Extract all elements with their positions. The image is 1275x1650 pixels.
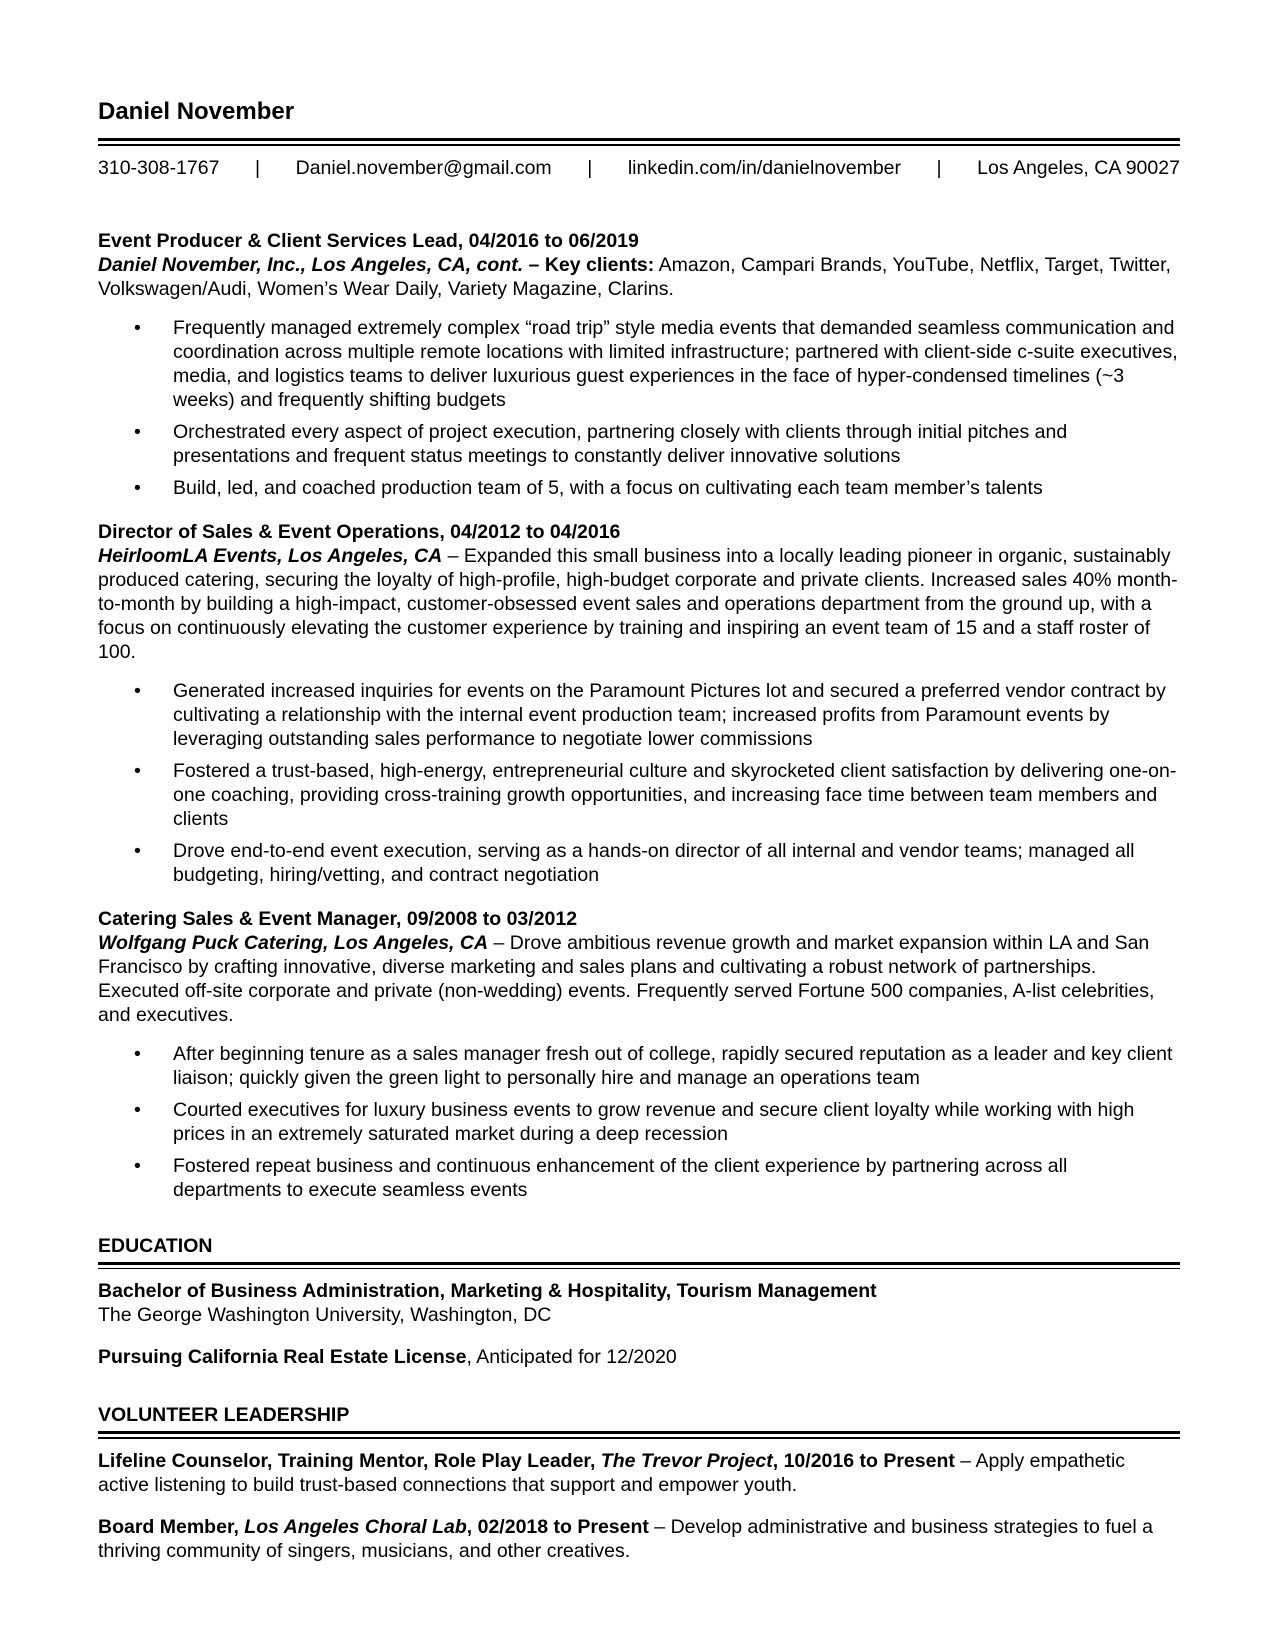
list-item: • Courted executives for luxury business events to grow revenue and secure client loyalty while working with high prices in an extremely saturated market during a deep recession xyxy=(98,1098,1180,1146)
section-divider-thin xyxy=(98,1268,1180,1270)
job-title: Event Producer & Client Services Lead, 04/2016 to 06/2019 xyxy=(98,229,639,252)
volunteer-section xyxy=(98,1403,1180,1563)
section-divider-thick xyxy=(98,1262,1180,1265)
phone-number: 310-308-1767 xyxy=(98,156,220,179)
volunteer-description: – Apply empathetic active listening to build trust-based connections that support and empower youth. xyxy=(98,1449,1126,1496)
header-divider-thick xyxy=(98,138,1180,141)
section-divider-thick xyxy=(98,1431,1180,1434)
contact-separator: | xyxy=(587,156,593,179)
job-summary xyxy=(98,931,1180,1027)
job-entry xyxy=(98,907,1180,1202)
list-item: • Generated increased inquiries for events on the Paramount Pictures lot and secured a preferred vendor contract by cultivating a relationship with the internal event production team; increased profits from Paramount events by leveraging outstanding sales performance to negotiate lower commissions xyxy=(98,679,1180,751)
contact-separator: | xyxy=(254,156,261,179)
contact-line xyxy=(98,156,1180,180)
section-heading: VOLUNTEER LEADERSHIP xyxy=(98,1404,350,1426)
job-bullets xyxy=(98,316,1180,500)
job-description: – Expanded this small business into a locally leading pioneer in organic, sustainably produced catering, securing the loyalty of high-profile, high-budget corporate and private clients. Increased sales 40% month-to-month by building a high-impact, customer-obsessed event sales and operations department from the ground up, with a focus on continuously elevating the customer experience by training and inspiring an event team of 15 and a staff roster of 100. xyxy=(98,544,1178,663)
dash: – xyxy=(523,253,545,276)
list-item: • Build, led, and coached production team of 5, with a focus on cultivating each team member’s talents xyxy=(98,476,1180,500)
linkedin-url: linkedin.com/in/danielnovember xyxy=(627,156,901,179)
volunteer-entry xyxy=(98,1449,1180,1497)
job-title: Catering Sales & Event Manager, 09/2008 to 03/2012 xyxy=(98,907,578,930)
email-address: Daniel.november@gmail.com xyxy=(295,156,552,179)
school-name: The George Washington University, Washington, DC xyxy=(98,1304,552,1326)
volunteer-org: Los Angeles Choral Lab xyxy=(244,1515,467,1538)
resume-page xyxy=(98,97,1180,1563)
job-entry xyxy=(98,229,1180,500)
job-description: – Drove ambitious revenue growth and market expansion within LA and San Francisco by crafting innovative, diverse marketing and sales plans and cultivating a robust network of partnerships. Executed off-site corporate and private (non-wedding) events. Frequently served Fortune 500 companies, A-list celebrities, and executives. xyxy=(98,931,1155,1026)
license-title: Pursuing California Real Estate License xyxy=(98,1346,467,1368)
volunteer-role: Lifeline Counselor, Training Mentor, Role Play Leader, xyxy=(98,1449,601,1472)
company-name: Wolfgang Puck Catering, Los Angeles, CA xyxy=(98,931,489,954)
volunteer-entry xyxy=(98,1515,1180,1563)
contact-separator: | xyxy=(936,156,942,179)
degree-entry xyxy=(98,1279,1180,1327)
list-item: • Drove end-to-end event execution, serving as a hands-on director of all internal and vendor teams; managed all budgeting, hiring/vetting, and contract negotiation xyxy=(98,839,1180,887)
volunteer-dates: , 02/2018 to Present xyxy=(466,1515,649,1538)
section-divider-thin xyxy=(98,1437,1180,1439)
job-summary xyxy=(98,253,1180,301)
job-entry xyxy=(98,520,1180,887)
list-item: • Fostered a trust-based, high-energy, entrepreneurial culture and skyrocketed client satisfaction by delivering one-on-one coaching, providing cross-training growth opportunities, and increasing face time between team members and clients xyxy=(98,759,1180,831)
volunteer-dates: , 10/2016 to Present xyxy=(772,1449,955,1472)
job-title: Director of Sales & Event Operations, 04/2012 to 04/2016 xyxy=(98,520,621,543)
license-entry xyxy=(98,1345,1180,1369)
volunteer-description: – Develop administrative and business strategies to fuel a thriving community of singers, musicians, and other creatives. xyxy=(98,1515,1153,1562)
volunteer-role: Board Member, xyxy=(98,1515,245,1538)
job-description: Amazon, Campari Brands, YouTube, Netflix, Target, Twitter, Volkswagen/Audi, Women’s Wear Daily, Variety Magazine, Clarins. xyxy=(98,253,1171,300)
location: Los Angeles, CA 90027 xyxy=(977,156,1180,179)
candidate-name: Daniel November xyxy=(98,98,295,125)
list-item: • After beginning tenure as a sales manager fresh out of college, rapidly secured reputation as a leader and key client liaison; quickly given the green light to personally hire and manage an operations team xyxy=(98,1042,1180,1090)
license-detail: , Anticipated for 12/2020 xyxy=(466,1346,677,1368)
company-name: HeirloomLA Events, Los Angeles, CA xyxy=(98,544,443,567)
key-clients-label: Key clients: xyxy=(544,253,655,276)
company-name: Daniel November, Inc., Los Angeles, CA, cont. xyxy=(98,253,524,276)
job-bullets xyxy=(98,1042,1180,1202)
job-bullets xyxy=(98,679,1180,887)
degree-title: Bachelor of Business Administration, Marketing & Hospitality, Tourism Management xyxy=(98,1280,877,1302)
list-item: • Fostered repeat business and continuous enhancement of the client experience by partnering across all departments to execute seamless events xyxy=(98,1154,1180,1202)
section-heading: EDUCATION xyxy=(98,1234,213,1257)
education-section xyxy=(98,1234,1180,1370)
list-item: • Orchestrated every aspect of project execution, partnering closely with clients through initial pitches and presentations and frequent status meetings to constantly deliver innovative solutions xyxy=(98,420,1180,468)
list-item: • Frequently managed extremely complex “road trip” style media events that demanded seamless communication and coordination across multiple remote locations with limited infrastructure; partnered with client-side c-suite executives, media, and logistics teams to deliver luxurious guest experiences in the face of hyper-condensed timelines (~3 weeks) and frequently shifting budgets xyxy=(98,316,1180,412)
header-divider-thin xyxy=(98,144,1180,146)
job-summary xyxy=(98,544,1180,664)
volunteer-org: The Trevor Project xyxy=(600,1449,773,1472)
